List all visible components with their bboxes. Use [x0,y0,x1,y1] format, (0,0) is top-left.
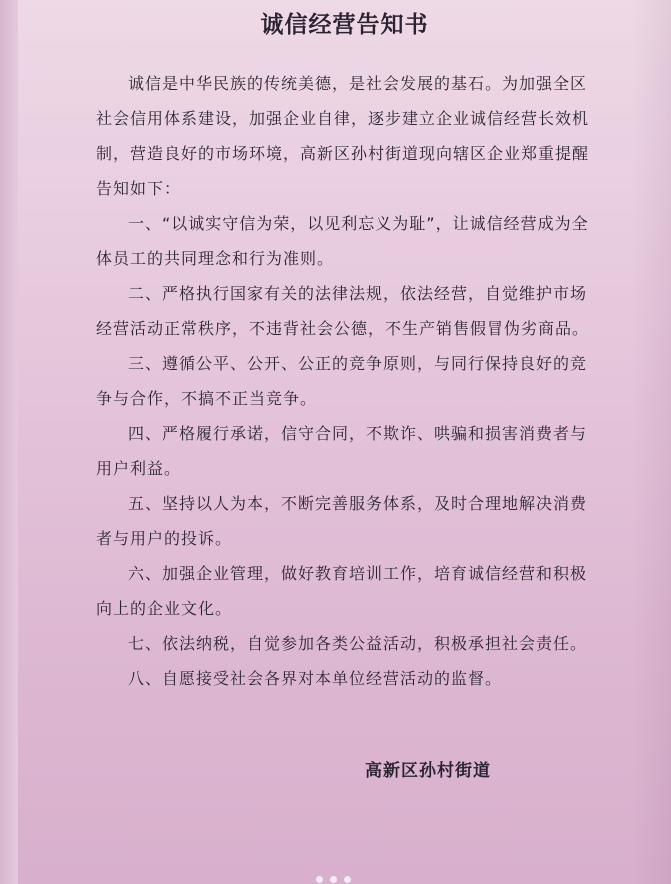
item-paragraph-7: 七、依法纳税，自觉参加各类公益活动，积极承担社会责任。 [128,634,588,653]
item-paragraph-8: 八、自愿接受社会各界对本单位经营活动的监督。 [128,669,503,688]
pagination-dot-icon [344,876,351,883]
document-body [96,66,596,696]
intro-paragraph: 诚信是中华民族的传统美德，是社会发展的基石。为加强全区社会信用体系建设，加强企业自律，逐步建立企业诚信经营长效机制，营造良好的市场环境，高新区孙村街道现向辖区企业郑重提醒告知如下： [96,74,590,198]
notice-page [18,0,671,884]
item-paragraph-3: 三、遵循公平、公开、公正的竞争原则，与同行保持良好的竞争与合作，不搞不正当竞争。 [96,354,588,408]
item-paragraph-5: 五、坚持以人为本，不断完善服务体系，及时合理地解决消费者与用户的投诉。 [96,494,588,548]
pagination-dot-icon [330,876,337,883]
pagination-dots [312,872,356,884]
item-paragraph-4: 四、严格履行承诺，信守合同，不欺诈、哄骗和损害消费者与用户利益。 [96,424,588,478]
item-paragraph-6: 六、加强企业管理，做好教育培训工作，培育诚信经营和积极向上的企业文化。 [96,564,588,618]
pagination-dot-icon [316,876,323,883]
signature: 高新区孙村街道 [365,761,491,781]
item-paragraph-1: 一、“以诚实守信为荣，以见利忘义为耻”，让诚信经营成为全体员工的共同理念和行为准则。 [96,214,589,268]
page-shadow [631,0,671,884]
item-paragraph-2: 二、严格执行国家有关的法律法规，依法经营，自觉维护市场经营活动正常秩序，不违背社会公德，不生产销售假冒伪劣商品。 [96,284,590,338]
page-edge [0,0,18,884]
document-title: 诚信经营告知书 [260,12,429,38]
